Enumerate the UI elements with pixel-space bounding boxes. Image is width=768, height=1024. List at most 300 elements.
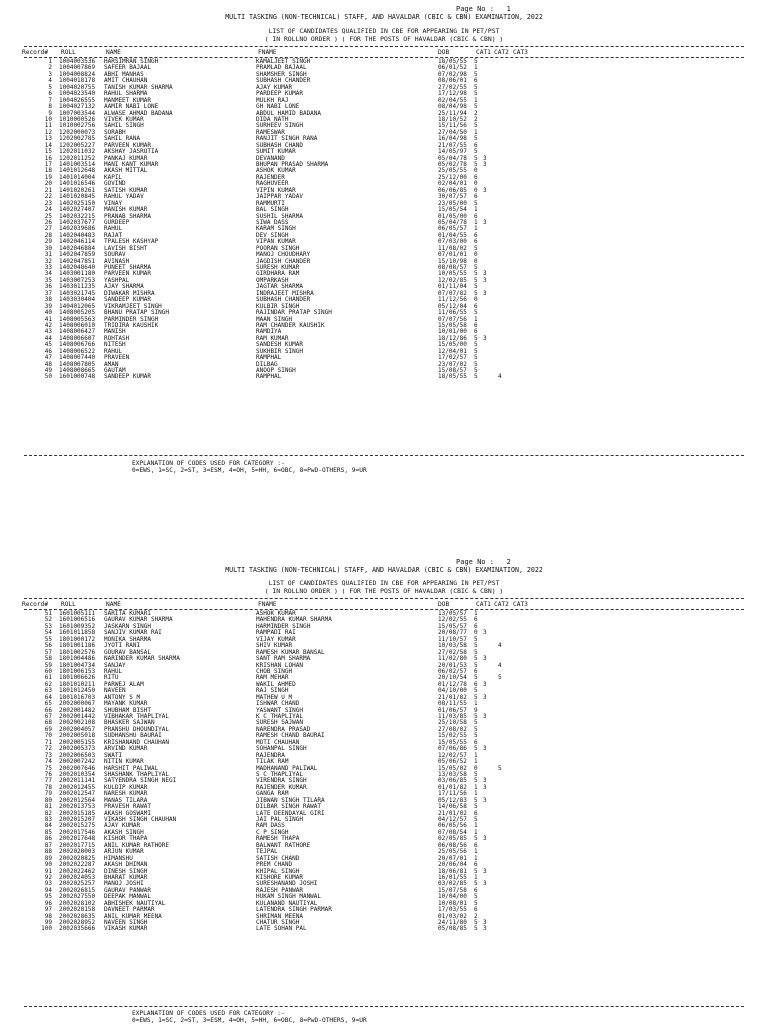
date-of-birth: 07/01/01 — [438, 251, 467, 259]
gender-code: 5 — [474, 899, 478, 907]
roll-number: 1402048640 — [59, 264, 96, 271]
date-of-birth: 07/02/98 — [438, 70, 467, 78]
date-of-birth: 18/05/55 — [438, 58, 467, 65]
roll-number: 1401020845 — [59, 193, 96, 201]
roll-number: 1402037677 — [59, 218, 96, 226]
category-1: 3 — [483, 777, 487, 785]
roll-number: 1601009352 — [59, 622, 96, 630]
record-number: 13 — [44, 135, 52, 143]
record-number: 73 — [44, 751, 52, 759]
candidate-name: MANMEET KUMAR — [104, 96, 151, 104]
gender-code: 5 — [474, 661, 478, 669]
date-of-birth: 05/04/78 — [438, 218, 467, 226]
gender-code: 5 — [474, 161, 478, 168]
gender-code: 0 — [474, 764, 478, 772]
col-record: Record# — [22, 49, 49, 56]
father-name: RAJINDAR PRATAP SINGH — [256, 309, 332, 317]
candidate-name: NAVEEN SINGH — [104, 919, 148, 926]
roll-number: 2002022287 — [59, 861, 96, 869]
record-number: 59 — [44, 661, 52, 669]
candidate-name: AMIT CHAUHAN — [104, 77, 148, 85]
gender-code: 5 — [474, 777, 478, 785]
gender-code: 5 — [474, 122, 478, 130]
roll-number: 1408005563 — [59, 315, 96, 323]
father-name: DEVANAND — [256, 154, 285, 162]
candidate-name: BHARAT KUMAR — [104, 873, 148, 881]
father-name: JAGDISH CHANDER — [256, 257, 311, 265]
gender-code: 5 — [474, 725, 478, 733]
gender-code: 6 — [474, 77, 478, 85]
date-of-birth: 25/05/56 — [438, 848, 467, 856]
category-2: 4 — [498, 642, 502, 650]
gender-code: 1 — [474, 64, 478, 72]
roll-number: 1401003514 — [59, 161, 96, 168]
date-of-birth: 05/12/04 — [438, 302, 467, 310]
father-name: KRISHAN LOHAN — [256, 661, 303, 669]
roll-number: 2002000067 — [59, 700, 96, 708]
candidate-table — [0, 59, 768, 381]
candidate-name: DEEPAK MANWAL — [104, 893, 151, 901]
col-cat1: CAT1 — [476, 49, 491, 56]
roll-number: 1004026555 — [59, 96, 96, 104]
date-of-birth: 01/11/04 — [438, 283, 467, 291]
candidate-name: BHASKER SAJWAN — [104, 719, 155, 727]
date-of-birth: 14/06/58 — [438, 803, 467, 811]
roll-number: 1408006427 — [59, 328, 96, 336]
col-name: NAME — [106, 49, 121, 56]
gender-code: 6 — [474, 861, 478, 869]
date-of-birth: 05/08/85 — [438, 925, 467, 933]
date-of-birth: 07/06/86 — [438, 745, 467, 753]
category-1: 3 — [483, 154, 487, 162]
roll-number: 1404012065 — [59, 302, 96, 310]
candidate-name: ANIL KUMAR RATHORE — [104, 841, 170, 849]
candidate-name: AKASH GOSWAMI — [104, 809, 151, 817]
category-2: 5 — [498, 674, 502, 682]
father-name: RAMMURTI — [256, 199, 285, 207]
candidate-name: PARMINDER SINGH — [104, 315, 159, 323]
candidate-name: DIWAKAR MISHRA — [104, 289, 155, 297]
roll-number: 1801004486 — [59, 655, 96, 663]
footer-rule — [24, 1006, 744, 1007]
gender-code: 5 — [474, 244, 478, 252]
record-number: 4 — [48, 77, 52, 85]
gender-code: 6 — [474, 212, 478, 220]
father-name: SATISH CHAND — [256, 854, 300, 862]
gender-code: 5 — [474, 642, 478, 650]
gender-code: 5 — [474, 373, 478, 381]
father-name: RAM KUMAR — [256, 334, 289, 342]
gender-code: 5 — [474, 283, 478, 291]
father-name: VIRENDRA SINGH — [256, 777, 307, 785]
record-number: 16 — [44, 154, 52, 162]
father-name: HARMINDER SINGH — [256, 622, 311, 630]
gender-code: 6 — [474, 328, 478, 336]
father-name: JIBWAN SINGH TILARA — [256, 796, 325, 804]
date-of-birth: 17/11/56 — [438, 790, 467, 798]
category-1: 3 — [483, 693, 487, 701]
father-name: POORAN SINGH — [256, 244, 300, 252]
father-name: RAM MEHAR — [256, 674, 289, 682]
father-name: KARAM SINGH — [256, 225, 296, 233]
father-name: SUSHIL SHARMA — [256, 212, 303, 220]
candidate-name: NARESH KUMAR — [104, 790, 148, 798]
candidate-name: MANISH — [104, 328, 126, 336]
date-of-birth: 11/03/85 — [438, 713, 467, 720]
father-name: SURESHANAND JOSHI — [256, 880, 318, 888]
candidate-name: SAHIL RANA — [104, 135, 141, 143]
father-name: RAMPHAL — [256, 373, 282, 381]
gender-code: 0 — [474, 296, 478, 304]
candidate-name: HARSIMRAN SINGH — [104, 58, 159, 65]
record-number: 5 — [48, 83, 52, 91]
father-name: MAHENDRA KUMAR SHARMA — [256, 616, 332, 624]
father-name: SUKHBIR SINGH — [256, 347, 303, 355]
gender-code: 1 — [474, 206, 478, 214]
candidate-name: PRANAB SHARMA — [104, 212, 151, 220]
father-name: LATENDRA SINGH PARMAR — [256, 906, 332, 914]
roll-number: 1801006626 — [59, 674, 96, 682]
roll-number: 1004003536 — [59, 58, 96, 65]
record-number: 49 — [44, 367, 52, 374]
father-name: KHIPAL SINGH — [256, 867, 300, 875]
roll-number: 2002028635 — [59, 912, 96, 920]
date-of-birth: 05/02/78 — [438, 161, 467, 168]
col-roll: ROLL — [61, 601, 76, 608]
roll-number: 2002007646 — [59, 764, 96, 772]
category-1: 3 — [483, 745, 487, 753]
gender-code: 5 — [474, 655, 478, 663]
gender-code: 5 — [474, 719, 478, 727]
roll-number: 1601011858 — [59, 629, 96, 637]
record-number: 96 — [44, 899, 52, 907]
roll-number: 1801012450 — [59, 687, 96, 695]
date-of-birth: 08/04/98 — [438, 103, 467, 111]
father-name: RAMESH CHAND BAURAI — [256, 732, 325, 740]
gender-code: 6 — [474, 173, 478, 181]
roll-number: 2002015275 — [59, 822, 96, 830]
gender-code: 5 — [474, 135, 478, 143]
record-number: 87 — [44, 841, 52, 849]
record-number: 97 — [44, 906, 52, 914]
candidate-name: PRANSHU DHOUNDIYAL — [104, 725, 170, 733]
father-name: KISHORE KUMAR — [256, 873, 303, 881]
record-number: 89 — [44, 854, 52, 862]
candidate-name: SANJAY — [104, 661, 126, 669]
category-1: 3 — [483, 835, 487, 843]
record-number: 54 — [44, 629, 52, 637]
father-name: RAMESWAR — [256, 128, 285, 136]
date-of-birth: 18/12/86 — [438, 334, 467, 342]
father-name: SURHEEV SINGH — [256, 122, 303, 130]
roll-number: 2002012564 — [59, 796, 96, 804]
date-of-birth: 06/06/85 — [438, 186, 467, 194]
father-name: YASWANT SINGH — [256, 706, 303, 714]
category-1: 3 — [483, 186, 487, 194]
roll-number: 1403021745 — [59, 289, 96, 297]
roll-number: 1402047859 — [59, 251, 96, 259]
gender-code: 1 — [474, 218, 478, 226]
date-of-birth: 02/04/55 — [438, 96, 467, 104]
date-of-birth: 07/03/00 — [438, 238, 467, 246]
roll-number: 1202005227 — [59, 141, 96, 149]
candidate-name: AVINASH — [104, 257, 130, 265]
father-name: RAMDIYA — [256, 328, 282, 336]
candidate-name: YASHPAL — [104, 276, 130, 284]
gender-code: 5 — [474, 687, 478, 695]
table-row — [0, 926, 768, 932]
list-order-note: ( IN ROLLNO ORDER ) ( FOR THE POSTS OF HAVALDAR (CBIC & CBN) ) — [264, 587, 504, 595]
gender-code: 0 — [474, 629, 478, 637]
roll-number: 2002035666 — [59, 925, 96, 933]
date-of-birth: 12/04/01 — [438, 347, 467, 355]
gender-code: 5 — [474, 835, 478, 843]
roll-number: 1801002576 — [59, 648, 96, 656]
date-of-birth: 16/01/55 — [438, 873, 467, 881]
date-of-birth: 13/03/58 — [438, 770, 467, 778]
father-name: C P SINGH — [256, 828, 289, 836]
gender-code: 6 — [474, 231, 478, 239]
gender-code: 5 — [474, 270, 478, 278]
date-of-birth: 21/01/82 — [438, 693, 467, 701]
date-of-birth: 08/11/55 — [438, 700, 467, 708]
father-name: MULKH RAJ — [256, 96, 289, 104]
candidate-name: RAHUL YADAV — [104, 193, 144, 201]
gender-code: 1 — [474, 848, 478, 856]
gender-code: 5 — [474, 867, 478, 875]
category-1: 3 — [483, 783, 487, 791]
roll-number: 1402025150 — [59, 199, 96, 207]
candidate-name: JYOTI RANI — [104, 642, 141, 650]
category-explanation-title: EXPLANATION OF CODES USED FOR CATEGORY :- — [132, 460, 285, 467]
record-number: 2 — [48, 64, 52, 72]
father-name: S C THAPLIYAL — [256, 770, 303, 778]
gender-code: 1 — [474, 822, 478, 830]
candidate-name: AKSHAY JASROTIA — [104, 148, 159, 156]
father-name: MATHEW U M — [256, 693, 293, 701]
candidate-name: SUDHANSHU BAURAI — [104, 732, 162, 740]
father-name: PARDEEP KUMAR — [256, 90, 303, 98]
record-number: 6 — [48, 90, 52, 98]
record-number: 65 — [44, 700, 52, 708]
record-number: 9 — [48, 109, 52, 117]
category-2: 4 — [498, 661, 502, 669]
gender-code: 6 — [474, 809, 478, 817]
gender-code: 5 — [474, 674, 478, 682]
category-1: 3 — [483, 796, 487, 804]
record-number: 33 — [44, 264, 52, 271]
date-of-birth: 21/07/55 — [438, 141, 467, 149]
col-name: NAME — [106, 601, 121, 608]
date-of-birth: 20/08/77 — [438, 629, 467, 637]
gender-code: 5 — [474, 199, 478, 207]
record-number: 62 — [44, 680, 52, 688]
roll-number: 1004020755 — [59, 83, 96, 91]
father-name: DIDA NATH — [256, 115, 289, 123]
candidate-name: GURDEEP — [104, 218, 130, 226]
roll-number: 2002012547 — [59, 790, 96, 798]
category-1: 3 — [483, 334, 487, 342]
candidate-name: AMAN — [104, 360, 119, 368]
date-of-birth: 01/05/00 — [438, 212, 467, 220]
record-number: 37 — [44, 289, 52, 297]
record-number: 15 — [44, 148, 52, 156]
date-of-birth: 05/04/78 — [438, 154, 467, 162]
candidate-name: SARITA KUMARI — [104, 610, 151, 617]
record-number: 84 — [44, 822, 52, 830]
header-rule — [24, 598, 744, 599]
record-number: 42 — [44, 321, 52, 329]
father-name: ASHOK KUMAR — [256, 610, 296, 617]
gender-code: 5 — [474, 90, 478, 98]
father-name: SUBHASH CHANDER — [256, 77, 311, 85]
record-number: 3 — [48, 70, 52, 78]
candidate-name: RAHUL — [104, 225, 123, 233]
record-number: 72 — [44, 745, 52, 753]
roll-number: 1403007253 — [59, 276, 96, 284]
gender-code: 5 — [474, 745, 478, 753]
record-number: 48 — [44, 360, 52, 368]
father-name: SUMIT KUMAR — [256, 148, 296, 156]
date-of-birth: 01/01/82 — [438, 783, 467, 791]
candidate-name: GAUTAM — [104, 367, 126, 374]
father-name: SOHANPAL SINGH — [256, 745, 307, 753]
roll-number: 1402027407 — [59, 206, 96, 214]
date-of-birth: 07/07/56 — [438, 315, 467, 323]
record-number: 92 — [44, 873, 52, 881]
roll-number: 1801016703 — [59, 693, 96, 701]
roll-number: 2002015207 — [59, 816, 96, 823]
record-number: 36 — [44, 283, 52, 291]
gender-code: 1 — [474, 751, 478, 759]
record-number: 21 — [44, 186, 52, 194]
roll-number: 1801006153 — [59, 667, 96, 675]
roll-number: 2002020003 — [59, 848, 96, 856]
roll-number: 1007003544 — [59, 109, 96, 117]
gender-code: 5 — [474, 70, 478, 78]
col-fname: FNAME — [258, 601, 277, 608]
date-of-birth: 01/06/57 — [438, 706, 467, 714]
gender-code: 1 — [474, 128, 478, 136]
candidate-name: ARJUN KUMAR — [104, 848, 144, 856]
date-of-birth: 10/04/00 — [438, 893, 467, 901]
roll-number: 1402047851 — [59, 257, 96, 265]
category-1: 3 — [483, 270, 487, 278]
category-2: 5 — [498, 764, 502, 772]
gender-code: 5 — [474, 360, 478, 368]
table-row — [0, 374, 768, 380]
gender-code: 5 — [474, 925, 478, 933]
gender-code: 1 — [474, 783, 478, 791]
roll-number: 1004008824 — [59, 70, 96, 78]
record-number: 63 — [44, 687, 52, 695]
roll-number: 1401014004 — [59, 173, 96, 181]
roll-number: 2002027550 — [59, 893, 96, 901]
gender-code: 1 — [474, 758, 478, 766]
gender-code: 5 — [474, 309, 478, 317]
gender-code: 0 — [474, 186, 478, 194]
candidate-name: ANTONY S M — [104, 693, 141, 701]
father-name: SHAMSHER SINGH — [256, 70, 307, 78]
candidate-name: RAHUL SHARMA — [104, 90, 148, 98]
record-number: 74 — [44, 758, 52, 766]
col-cat1: CAT1 — [476, 601, 491, 608]
record-number: 44 — [44, 334, 52, 342]
candidate-name: SAFEER BAJAAL — [104, 64, 151, 72]
roll-number: 2002020825 — [59, 854, 96, 862]
date-of-birth: 15/08/57 — [438, 367, 467, 374]
father-name: SIWA DASS — [256, 218, 289, 226]
candidate-name: SAHIL SINGH — [104, 122, 144, 130]
father-name: DILBAR SINGH RAWAT — [256, 803, 322, 811]
gender-code: 5 — [474, 648, 478, 656]
father-name: MADHANAND PALIWAL — [256, 764, 318, 772]
candidate-name: NARINDER KUMAR SHARMA — [104, 655, 180, 663]
record-number: 61 — [44, 674, 52, 682]
gender-code: 6 — [474, 622, 478, 630]
gender-code: 5 — [474, 732, 478, 740]
date-of-birth: 18/06/81 — [438, 867, 467, 875]
date-of-birth: 16/04/98 — [438, 135, 467, 143]
father-name: PRAMLAD BAJAAL — [256, 64, 307, 72]
list-order-note: ( IN ROLLNO ORDER ) ( FOR THE POSTS OF HAVALDAR (CBIC & CBN) ) — [264, 35, 504, 43]
list-subtitle: LIST OF CANDIDATES QUALIFIED IN CBE FOR APPEARING IN PET/PST — [268, 27, 500, 35]
father-name: OMPARKASH — [256, 276, 289, 284]
date-of-birth: 11/02/80 — [438, 655, 467, 663]
date-of-birth: 12/02/55 — [438, 616, 467, 624]
date-of-birth: 23/05/00 — [438, 199, 467, 207]
father-name: RAJENDER KUMAR — [256, 783, 307, 791]
father-name: HUKAM SINGH MANWAL — [256, 893, 322, 901]
father-name: RAJENDER — [256, 173, 285, 181]
date-of-birth: 18/05/55 — [438, 373, 467, 381]
gender-code: 2 — [474, 109, 478, 117]
gender-code: 5 — [474, 347, 478, 355]
candidate-name: VIKASH KUMAR — [104, 925, 148, 933]
father-name: MANOJ CHOUDHARY — [256, 251, 311, 259]
date-of-birth: 20/01/53 — [438, 661, 467, 669]
date-of-birth: 25/10/58 — [438, 719, 467, 727]
father-name: SUBHASH CHANDER — [256, 296, 311, 304]
father-name: BAL SINGH — [256, 206, 289, 214]
gender-code: 5 — [474, 893, 478, 901]
candidate-name: MANI KANT KUMAR — [104, 161, 159, 168]
record-number: 79 — [44, 790, 52, 798]
record-number: 47 — [44, 354, 52, 362]
date-of-birth: 17/12/98 — [438, 90, 467, 98]
record-number: 1 — [48, 58, 52, 65]
date-of-birth: 18/10/52 — [438, 115, 467, 123]
candidate-name: JASKARN SINGH — [104, 622, 151, 630]
candidate-name: MANISH KUMAR — [104, 206, 148, 214]
candidate-name: KULDIP KUMAR — [104, 783, 148, 791]
father-name: JAIPPAR YADAV — [256, 193, 303, 201]
father-name: RAMPHAL — [256, 354, 282, 362]
roll-number: 2002005155 — [59, 738, 96, 746]
roll-number: 1408008665 — [59, 367, 96, 374]
father-name: TEJPAL — [256, 848, 278, 856]
roll-number: 2002017715 — [59, 841, 96, 849]
father-name: KULANAND NAUTIYAL — [256, 899, 318, 907]
category-1: 3 — [483, 218, 487, 226]
date-of-birth: 10/08/01 — [438, 899, 467, 907]
candidate-name: TRIDIRA KAUSHIK — [104, 321, 159, 329]
father-name: SANT RAM SHARMA — [256, 655, 311, 663]
record-number: 50 — [44, 373, 52, 381]
roll-number: 2002001482 — [59, 706, 96, 714]
candidate-name: KISHOR THAPA — [104, 835, 148, 843]
candidate-name: TANISH KUMAR SHARMA — [104, 83, 173, 91]
